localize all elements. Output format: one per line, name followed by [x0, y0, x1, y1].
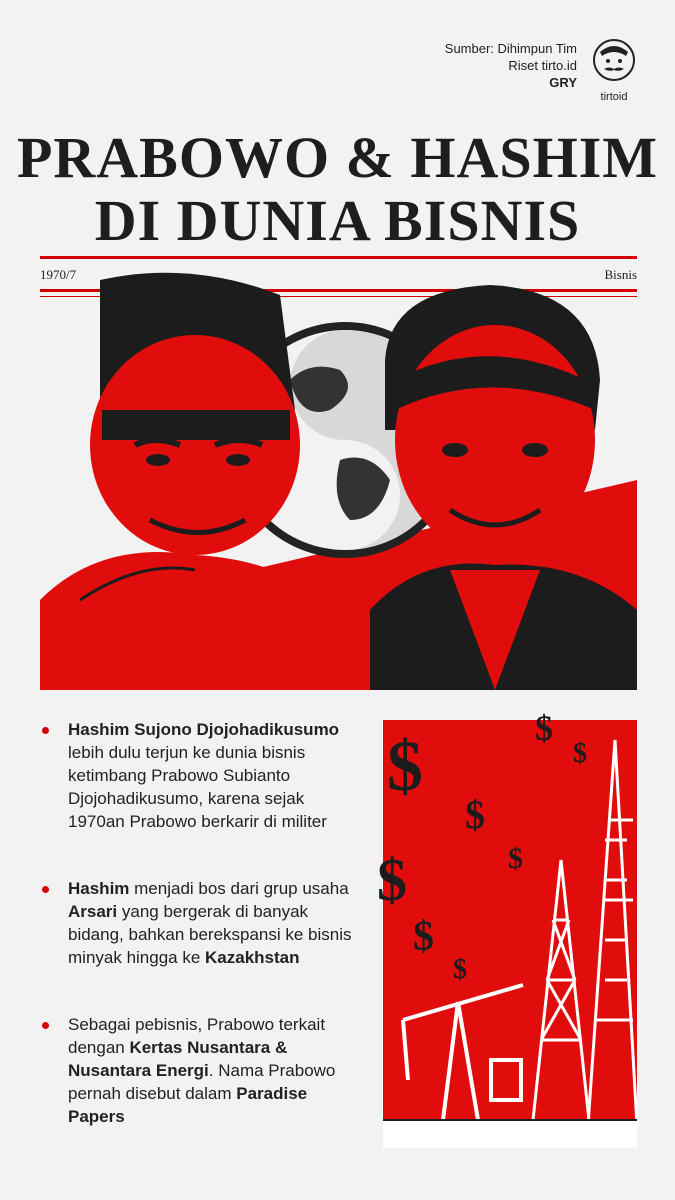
bullet-bold-text: Kazakhstan	[205, 948, 300, 967]
tirto-logo	[583, 36, 645, 104]
page-title	[0, 126, 675, 252]
dollar-signs	[377, 708, 587, 985]
dollar-icon: $	[387, 726, 423, 806]
dollar-icon: $	[535, 708, 553, 748]
bullet-item	[40, 877, 360, 969]
dollar-icon: $	[413, 914, 434, 960]
bullet-dot-icon	[42, 886, 49, 893]
top-rule	[40, 256, 637, 259]
title-line-2: DI DUNIA BISNIS	[94, 188, 581, 253]
title-line-1: PRABOWO & HASHIM	[16, 125, 659, 190]
bullet-list	[40, 718, 360, 1172]
oil-derricks	[533, 740, 637, 1125]
logo-wordmark: tirtoid	[600, 91, 628, 103]
bullet-item	[40, 1013, 360, 1128]
bullet-dot-icon	[42, 727, 49, 734]
source-credit	[445, 40, 577, 91]
bullet-text: . Nama Prabowo pernah disebut dalam	[68, 1061, 336, 1103]
bullet-bold-text: Kertas Nusantara & Nusantara Energi	[68, 1038, 288, 1080]
bullet-text: Sebagai pebisnis, Prabowo terkait dengan	[68, 1015, 326, 1057]
meta-category: Bisnis	[604, 267, 637, 282]
dollar-icon: $	[465, 792, 485, 837]
source-line-3: GRY	[549, 75, 577, 90]
oil-rig-illustration	[377, 708, 637, 1148]
bullet-bold-text: Arsari	[68, 902, 118, 921]
dollar-icon: $	[573, 738, 587, 769]
ground-base	[383, 1120, 637, 1148]
source-line-2: Riset tirto.id	[508, 58, 577, 73]
bullet-dot-icon	[42, 1022, 49, 1029]
bullet-bold-text: Paradise Papers	[68, 1084, 308, 1126]
dollar-icon: $	[377, 847, 407, 913]
bullet-bold-text: Hashim	[68, 879, 130, 898]
mascot-icon	[592, 36, 636, 84]
source-line-1: Sumber: Dihimpun Tim	[444, 41, 577, 56]
bullet-text: yang bergerak di banyak bidang, bahkan berekspansi ke bisnis minyak hingga ke	[68, 902, 352, 967]
bullet-text: menjadi bos dari grup usaha	[129, 879, 349, 898]
portraits-illustration	[40, 270, 637, 690]
bullet-text: lebih dulu terjun ke dunia bisnis ketimbang Prabowo Subianto Djojohadikusumo, karena sejak 1970an Prabowo berkarir di militer	[68, 743, 327, 831]
bullet-item	[40, 718, 360, 833]
dollar-icon: $	[508, 842, 523, 875]
dollar-icon: $	[453, 954, 467, 985]
pumpjack-icon	[403, 985, 523, 1120]
meta-date: 1970/7	[40, 267, 77, 282]
bullet-bold-text: Hashim Sujono Djojohadikusumo	[68, 720, 340, 739]
